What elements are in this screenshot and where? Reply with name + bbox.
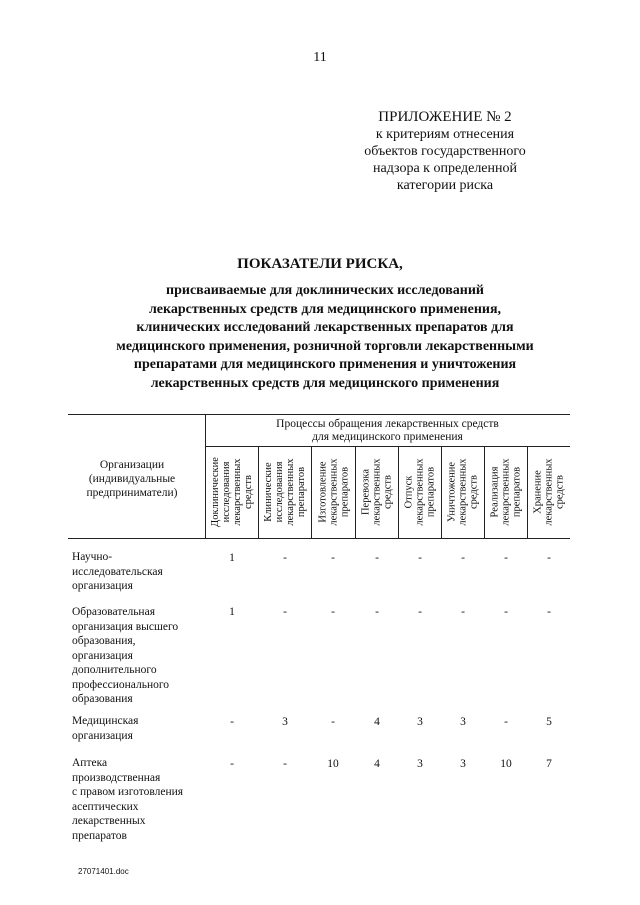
subtitle-line: клинических исследований лекарственных препаратов для [136, 320, 514, 335]
table-cell: - [283, 758, 287, 770]
table-cell: 10 [327, 758, 339, 770]
appendix-line: надзора к определенной [373, 161, 517, 176]
subtitle-line: присваиваемые для доклинических исследований [166, 283, 484, 298]
processes-title: Процессы обращения лекарственных средств [276, 418, 499, 430]
appendix-line: объектов государственного [364, 144, 526, 159]
subtitle-line: лекарственных средств для медицинского применения, [148, 301, 502, 317]
header-bottom-rule [68, 538, 570, 539]
column-header [356, 447, 398, 537]
table-cell: 3 [417, 758, 423, 770]
subtitle-line: медицинского применения, розничной торговли лекарственными [116, 338, 534, 354]
organizations-header: Организации (индивидуальные предприниматели) [86, 459, 178, 499]
page-number: 11 [313, 50, 327, 65]
row-label: Медицинская организация [72, 715, 139, 742]
column-header-label: Изготовление лекарственных препаратов [317, 458, 350, 526]
table-cell: - [230, 758, 234, 770]
column-header-label: Клинические исследования лекарственных препаратов [263, 458, 307, 526]
column-header-label: Перевозка лекарственных средств [360, 458, 394, 526]
subtitle-line: лекарственных средств для медицинского применения [150, 375, 500, 391]
table-cell: - [418, 606, 422, 618]
appendix-line: категории риска [396, 178, 494, 193]
table-cell: 3 [282, 716, 288, 728]
table-cell: - [504, 606, 508, 618]
row-label: Образовательная организация высшего образования, организация дополнительного профессионального образования [72, 606, 179, 705]
subtitle-line: препаратами для медицинского применения и уничтожения [133, 357, 517, 372]
table-cell: - [375, 606, 379, 618]
table-cell: - [547, 606, 551, 618]
column-header-label: Уничтожение лекарственных средств [446, 458, 480, 526]
column-header-label: Доклинические исследования лекарственных средств [210, 457, 254, 527]
table-cell: - [283, 552, 287, 564]
column-header [442, 447, 484, 537]
table-cell: 4 [374, 716, 380, 728]
table-cell: - [418, 552, 422, 564]
table-cell: 1 [229, 606, 235, 618]
table-cell: - [230, 716, 234, 728]
table-cell: - [331, 552, 335, 564]
table-cell: - [461, 606, 465, 618]
table-cell: - [331, 716, 335, 728]
column-header-label: Хранение лекарственных средств [532, 458, 566, 526]
row-label: Научно- исследовательская организация [72, 551, 163, 592]
table-cell: 10 [500, 758, 512, 770]
column-header-label: Отпуск лекарственных препаратов [403, 458, 437, 526]
footer-filename: 27071401.doc [78, 867, 129, 876]
table-cell: 3 [417, 716, 423, 728]
column-header [528, 447, 570, 537]
column-header-label: Реализация лекарственных препаратов [489, 458, 523, 526]
table-top-rule [68, 414, 570, 415]
table-cell: 1 [229, 552, 235, 564]
processes-header [205, 418, 570, 444]
table-cell: - [547, 552, 551, 564]
column-header [206, 447, 258, 537]
table-cell: 3 [460, 716, 466, 728]
table-cell: 3 [460, 758, 466, 770]
document-subtitle [70, 282, 580, 393]
table-cell: - [504, 552, 508, 564]
row-label: Аптека производственная с правом изготовления асептических лекарственных препаратов [72, 757, 184, 842]
column-header [399, 447, 441, 537]
table-cell: - [375, 552, 379, 564]
table-cell: 7 [546, 758, 552, 770]
processes-subtitle: для медицинского применения [312, 431, 463, 443]
column-header [259, 447, 311, 537]
column-header [312, 447, 355, 537]
appendix-block [330, 109, 560, 194]
table-cell: - [331, 606, 335, 618]
table-cell: 5 [546, 716, 552, 728]
appendix-line: к критериям отнесения [375, 127, 515, 142]
table-cell: 4 [374, 758, 380, 770]
document-title: ПОКАЗАТЕЛИ РИСКА, [237, 256, 403, 272]
table-cell: - [283, 606, 287, 618]
table-cell: - [461, 552, 465, 564]
table-cell: - [504, 716, 508, 728]
appendix-title: ПРИЛОЖЕНИЕ № 2 [378, 109, 512, 125]
column-header [485, 447, 527, 537]
